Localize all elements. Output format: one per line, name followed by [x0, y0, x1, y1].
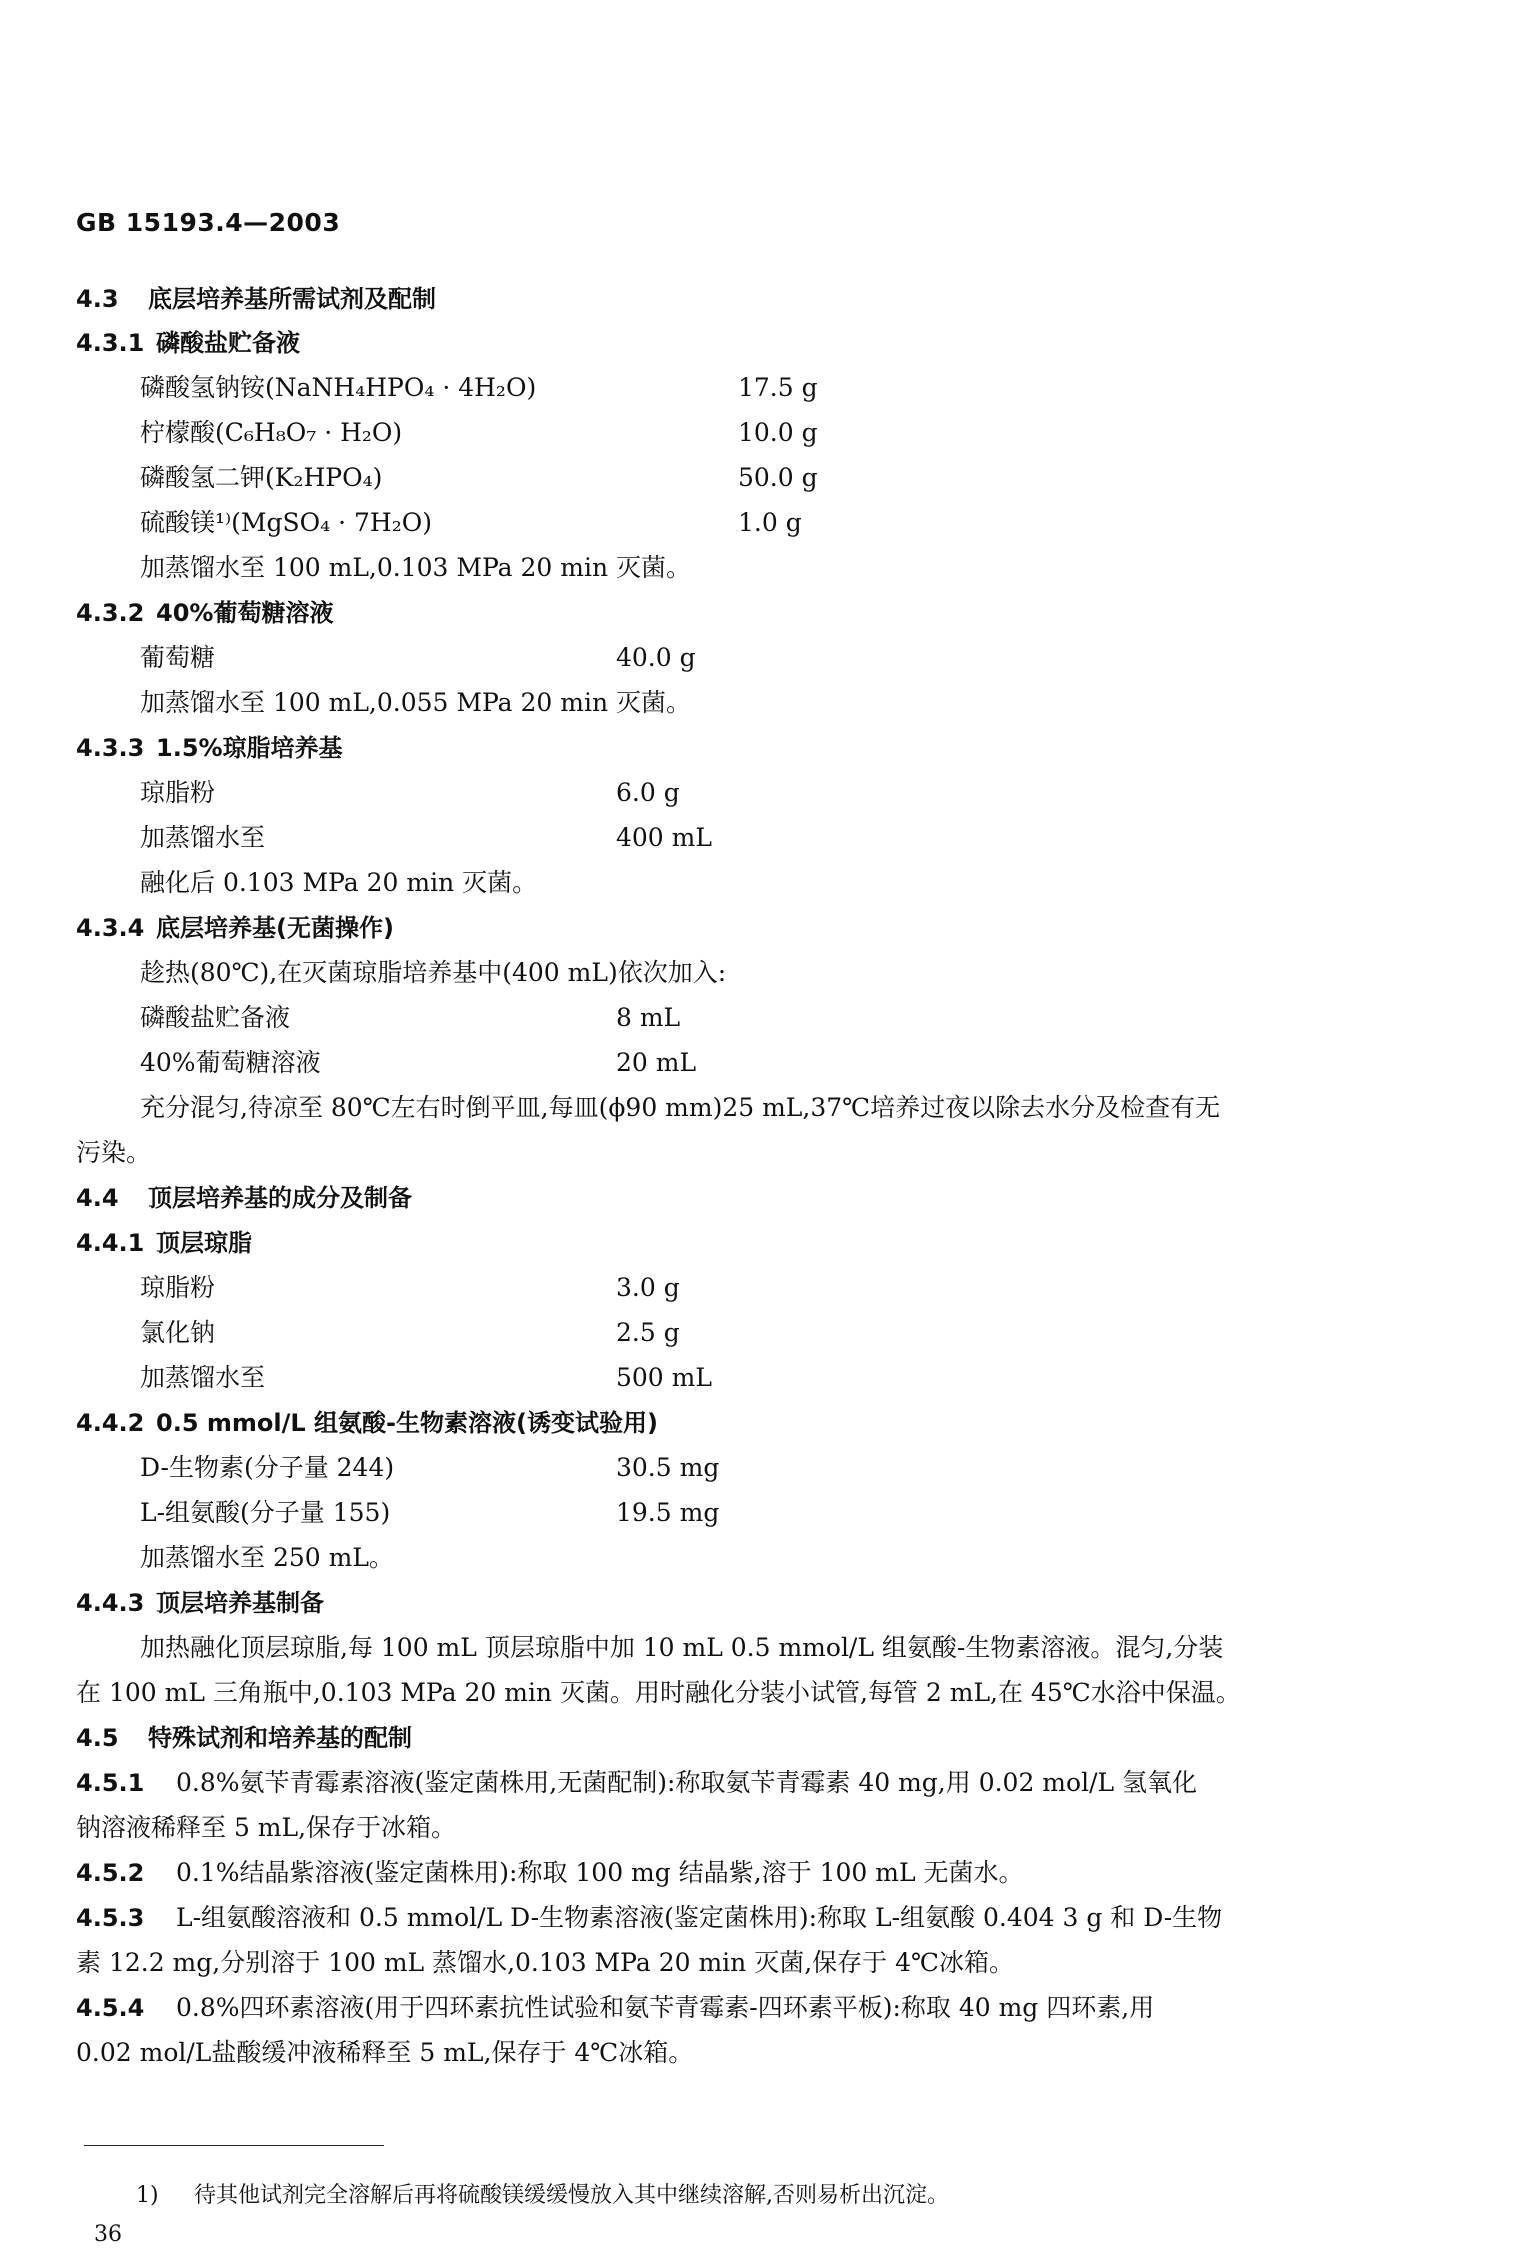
reagent-name: 磷酸盐贮备液 [140, 1003, 291, 1032]
clause-text-continued: 素 12.2 mg,分别溶于 100 mL 蒸馏水,0.103 MPa 20 min 灭菌,保存于 4℃冰箱。 [76, 1948, 1014, 1977]
clause-text-continued: 钠溶液稀释至 5 mL,保存于冰箱。 [76, 1813, 457, 1842]
paragraph-line: 加热融化顶层琼脂,每 100 mL 顶层琼脂中加 10 mL 0.5 mmol/L 组氨酸-生物素溶液。混匀,分装 [140, 1633, 1224, 1662]
section-title: 特殊试剂和培养基的配制 [148, 1724, 412, 1752]
reagent-amount: 50.0 g [738, 463, 818, 492]
section-heading-4-4 [76, 1183, 412, 1213]
prep-note: 加蒸馏水至 100 mL,0.055 MPa 20 min 灭菌。 [140, 688, 692, 717]
section-title: 底层培养基(无菌操作) [156, 914, 394, 942]
footnote-marker: 1) [136, 2183, 159, 2208]
reagent-amount: 1.0 g [738, 508, 802, 537]
reagent-amount: 500 mL [616, 1363, 712, 1392]
section-number: 4.4 [76, 1184, 119, 1212]
section-heading-4-3-1 [76, 328, 300, 358]
clause-number: 4.5.3 [76, 1904, 145, 1932]
reagent-amount: 20 mL [616, 1048, 697, 1077]
section-number: 4.4.2 [76, 1409, 145, 1437]
reagent-name: 琼脂粉 [140, 1273, 216, 1302]
reagent-amount: 6.0 g [616, 778, 680, 807]
section-heading-4-4-2 [76, 1408, 658, 1438]
clause-4-5-4 [76, 1993, 1154, 2023]
prep-note: 加蒸馏水至 100 mL,0.103 MPa 20 min 灭菌。 [140, 553, 692, 582]
clause-text: 0.1%结晶紫溶液(鉴定菌株用):称取 100 mg 结晶紫,溶于 100 mL 无菌水。 [176, 1858, 1024, 1887]
section-number: 4.4.1 [76, 1229, 145, 1257]
reagent-name: 柠檬酸(C₆H₈O₇ · H₂O) [140, 418, 403, 447]
section-title: 顶层琼脂 [156, 1229, 252, 1257]
prep-note: 加蒸馏水至 250 mL。 [140, 1543, 394, 1572]
section-heading-4-5 [76, 1723, 412, 1753]
reagent-name: 氯化钠 [140, 1318, 216, 1347]
section-title: 1.5%琼脂培养基 [156, 734, 343, 762]
clause-number: 4.5.2 [76, 1859, 145, 1887]
reagent-name: D-生物素(分子量 244) [140, 1453, 395, 1482]
footnote [136, 2178, 949, 2209]
clause-text: 0.8%氨苄青霉素溶液(鉴定菌株用,无菌配制):称取氨苄青霉素 40 mg,用 0.02 mol/L 氢氧化 [176, 1768, 1198, 1797]
section-heading-4-3-4 [76, 913, 394, 943]
prep-note: 融化后 0.103 MPa 20 min 灭菌。 [140, 868, 538, 897]
reagent-amount: 40.0 g [616, 643, 696, 672]
clause-text: L-组氨酸溶液和 0.5 mmol/L D-生物素溶液(鉴定菌株用):称取 L-组氨酸 0.404 3 g 和 D-生物 [176, 1903, 1223, 1932]
section-number: 4.3.2 [76, 599, 145, 627]
footnote-divider [84, 2145, 384, 2146]
section-number: 4.3.1 [76, 329, 145, 357]
section-heading-4-4-1 [76, 1228, 252, 1258]
reagent-name: 硫酸镁¹⁾(MgSO₄ · 7H₂O) [140, 508, 432, 537]
section-number: 4.3.4 [76, 914, 145, 942]
section-title: 顶层培养基制备 [156, 1589, 324, 1617]
standard-code: GB 15193.4—2003 [76, 208, 341, 237]
prep-note-continued: 污染。 [76, 1138, 152, 1167]
section-number: 4.5 [76, 1724, 119, 1752]
reagent-amount: 17.5 g [738, 373, 818, 402]
section-heading-4-3-3 [76, 733, 343, 763]
section-heading-4-3-2 [76, 598, 333, 628]
clause-4-5-1 [76, 1768, 1197, 1798]
reagent-name: 加蒸馏水至 [140, 823, 266, 852]
reagent-name: 琼脂粉 [140, 778, 216, 807]
paragraph-line: 在 100 mL 三角瓶中,0.103 MPa 20 min 灭菌。用时融化分装小试管,每管 2 mL,在 45℃水浴中保温。 [76, 1678, 1241, 1707]
reagent-name: 加蒸馏水至 [140, 1363, 266, 1392]
section-heading-4-4-3 [76, 1588, 324, 1618]
clause-4-5-3 [76, 1903, 1222, 1933]
section-title: 0.5 mmol/L 组氨酸-生物素溶液(诱变试验用) [156, 1409, 658, 1437]
reagent-name: 40%葡萄糖溶液 [140, 1048, 321, 1077]
section-number: 4.4.3 [76, 1589, 145, 1617]
section-title: 40%葡萄糖溶液 [156, 599, 334, 627]
section-number: 4.3.3 [76, 734, 145, 762]
footnote-text: 待其他试剂完全溶解后再将硫酸镁缓缓慢放入其中继续溶解,否则易析出沉淀。 [194, 2183, 949, 2208]
prep-note: 充分混匀,待凉至 80℃左右时倒平皿,每皿(ϕ90 mm)25 mL,37℃培养过夜以除去水分及检查有无 [140, 1093, 1221, 1122]
reagent-name: L-组氨酸(分子量 155) [140, 1498, 391, 1527]
clause-text-continued: 0.02 mol/L盐酸缓冲液稀释至 5 mL,保存于 4℃冰箱。 [76, 2038, 694, 2067]
section-title: 顶层培养基的成分及制备 [148, 1184, 412, 1212]
reagent-amount: 19.5 mg [616, 1498, 720, 1527]
reagent-amount: 3.0 g [616, 1273, 680, 1302]
reagent-amount: 8 mL [616, 1003, 681, 1032]
reagent-amount: 2.5 g [616, 1318, 680, 1347]
clause-4-5-2 [76, 1858, 1024, 1888]
clause-number: 4.5.4 [76, 1994, 145, 2022]
prep-intro: 趁热(80℃),在灭菌琼脂培养基中(400 mL)依次加入: [140, 958, 727, 987]
section-title: 磷酸盐贮备液 [156, 329, 300, 357]
reagent-name: 磷酸氢二钾(K₂HPO₄) [140, 463, 383, 492]
page-number: 36 [94, 2222, 122, 2247]
section-title: 底层培养基所需试剂及配制 [148, 285, 436, 313]
reagent-name: 磷酸氢钠铵(NaNH₄HPO₄ · 4H₂O) [140, 373, 537, 402]
clause-number: 4.5.1 [76, 1769, 145, 1797]
clause-text: 0.8%四环素溶液(用于四环素抗性试验和氨苄青霉素-四环素平板):称取 40 mg 四环素,用 [176, 1993, 1155, 2022]
reagent-name: 葡萄糖 [140, 643, 216, 672]
section-heading-4-3 [76, 284, 436, 314]
section-number: 4.3 [76, 285, 119, 313]
reagent-amount: 10.0 g [738, 418, 818, 447]
reagent-amount: 400 mL [616, 823, 712, 852]
reagent-amount: 30.5 mg [616, 1453, 720, 1482]
